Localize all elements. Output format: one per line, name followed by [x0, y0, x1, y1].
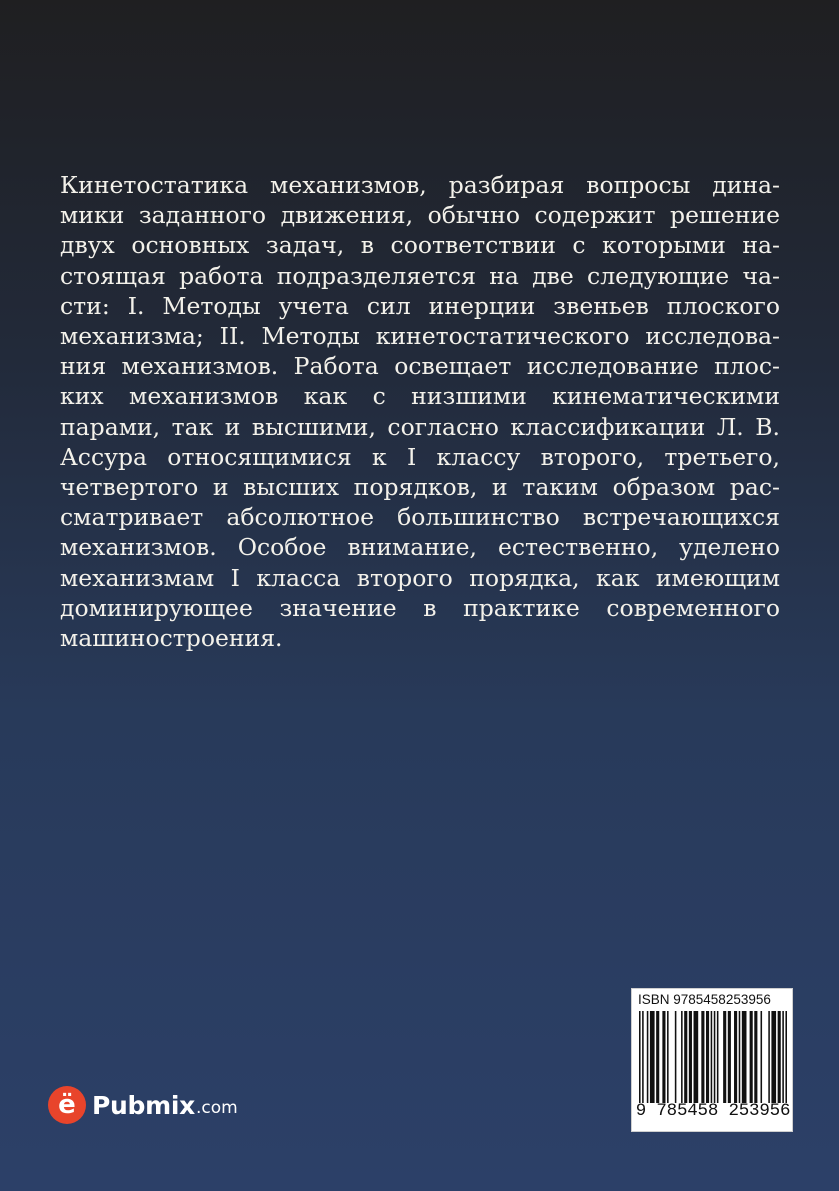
publisher-logo [48, 1085, 238, 1125]
blurb-line: сти: I. Методы учета сил инерции звеньев плоского [60, 291, 780, 320]
blurb-line: парами, так и высшими, согласно классификации Л. В. [60, 412, 780, 441]
back-cover-blurb [60, 170, 780, 653]
barcode-bar [778, 1011, 781, 1103]
blurb-line: сматривает абсолютное большинство встречающихся [60, 503, 780, 532]
barcode-bar [771, 1011, 776, 1103]
blurb-line: машиностроения. [60, 624, 283, 653]
blurb-line: Ассура относящимися к I классу второго, третьего, [60, 442, 780, 471]
barcode-bar [711, 1011, 713, 1103]
barcode-bar [754, 1011, 757, 1103]
barcode-bar [782, 1011, 784, 1103]
isbn-label: ISBN 9785458253956 [638, 992, 771, 1007]
blurb-line: мики заданного движения, обычно содержит решение [60, 201, 780, 230]
barcode-bar [761, 1011, 763, 1103]
barcode-bar [694, 1011, 699, 1103]
barcode-bar [706, 1011, 709, 1103]
blurb-line: стоящая работа подразделяется на две следующие ча- [60, 261, 780, 290]
isbn-barcode [631, 988, 793, 1132]
barcode-bar [656, 1011, 659, 1103]
blurb-line: механизма; II. Методы кинетостатического исследова- [60, 322, 780, 351]
barcode-bar [639, 1011, 641, 1103]
barcode-bar [739, 1011, 741, 1103]
blurb-line: механизмов. Особое внимание, естественно, уделено [60, 533, 780, 562]
barcode-bars [639, 1011, 787, 1103]
barcode-bar [728, 1011, 731, 1103]
blurb-line: ния механизмов. Работа освещает исследование плос- [60, 352, 780, 381]
barcode-bar [742, 1011, 747, 1103]
barcode-bar [681, 1011, 683, 1103]
blurb-line: двух основных задач, в соответствии с которыми на- [60, 231, 780, 260]
barcode-bar [750, 1011, 753, 1103]
blurb-line: доминирующее значение в практике современного [60, 593, 780, 622]
barcode-bar [768, 1011, 770, 1103]
barcode-bar [675, 1011, 677, 1103]
barcode-bar [650, 1011, 655, 1103]
blurb-line: Кинетостатика механизмов, разбирая вопросы дина- [60, 171, 780, 199]
barcode-bar [667, 1011, 669, 1103]
barcode-bar [723, 1011, 726, 1103]
isbn-digits: 9 785458 253956 [635, 1101, 791, 1121]
blurb-line: ких механизмов как с низшими кинематическими [60, 382, 780, 411]
publisher-domain: .com [195, 1097, 238, 1118]
barcode-bar [647, 1011, 649, 1103]
blurb-line: механизмам I класса второго порядка, как имеющим [60, 563, 780, 592]
barcode-bar [785, 1011, 787, 1103]
barcode-bar [714, 1011, 716, 1103]
barcode-bar [662, 1011, 665, 1103]
pubmix-logo-icon: ё [48, 1086, 86, 1124]
barcode-bar [642, 1011, 644, 1103]
barcode-bar [689, 1011, 692, 1103]
publisher-name: Pubmix [92, 1090, 195, 1120]
barcode-bar [684, 1011, 687, 1103]
barcode-bar [701, 1011, 704, 1103]
blurb-line: четвертого и высших порядков, и таким образом рас- [60, 473, 780, 502]
barcode-bar [717, 1011, 719, 1103]
barcode-bar [734, 1011, 737, 1103]
